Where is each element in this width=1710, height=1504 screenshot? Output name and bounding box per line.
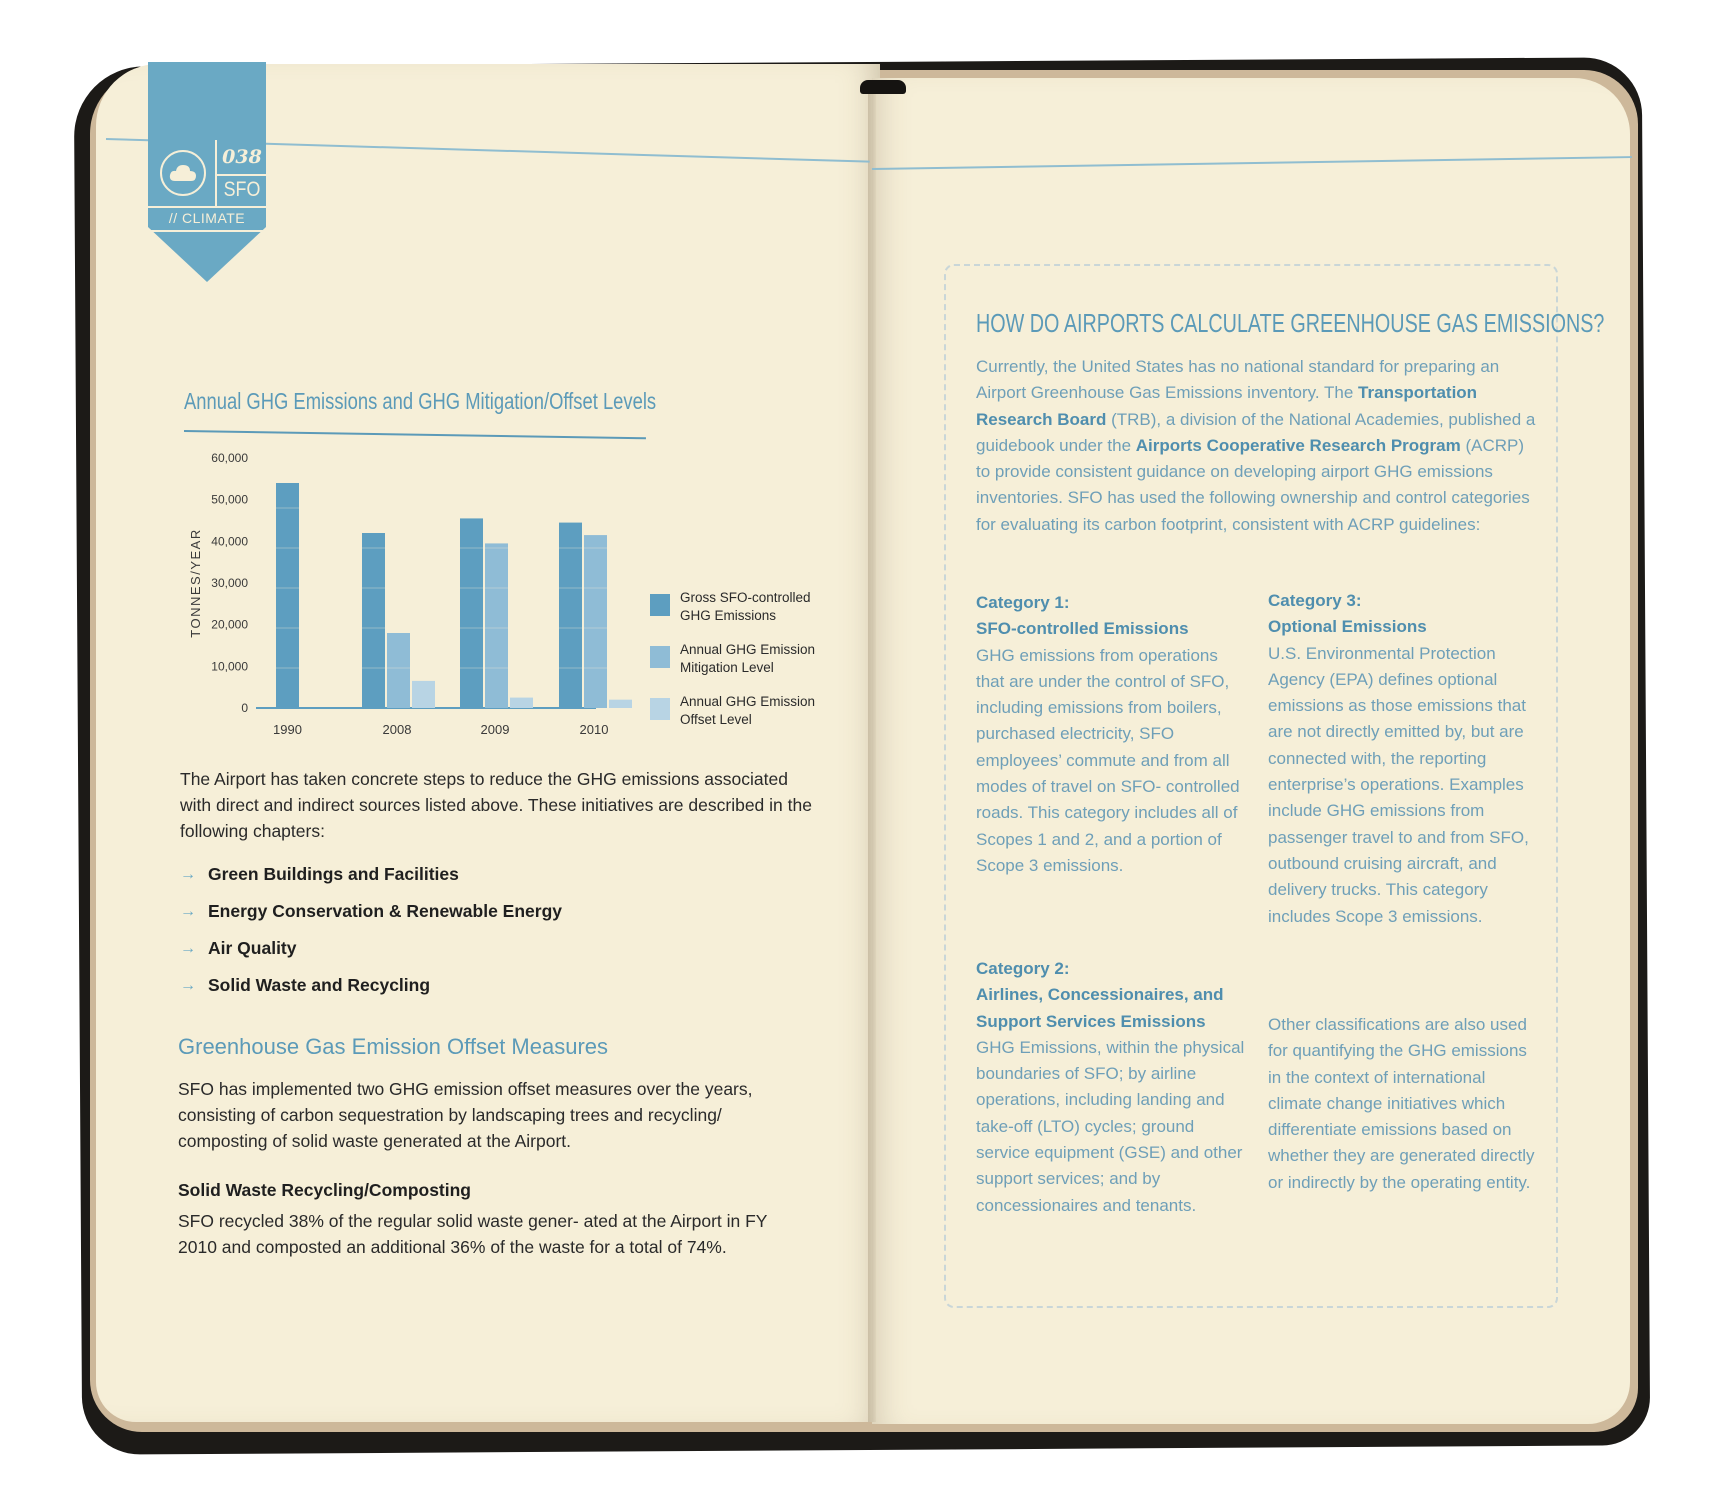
initiative-label: Solid Waste and Recycling — [208, 975, 431, 995]
category-2 — [976, 956, 1246, 1219]
arrow-right-icon: → — [180, 865, 196, 883]
legend-label: Mitigation Level — [680, 660, 774, 675]
intro-paragraph: The Airport has taken concrete steps to reduce the GHG emissions associated with direct and indirect sources listed above. These initiatives are described in the following chapters: — [180, 769, 812, 841]
x-tick-label: 2008 — [382, 722, 412, 737]
bar-2008-series-1 — [387, 633, 410, 708]
legend-swatch — [650, 698, 670, 720]
cloud-icon — [160, 150, 206, 196]
category-1-label: Category 1: — [976, 593, 1070, 612]
bar-2009-series-2 — [510, 698, 533, 708]
bar-1990-series-0 — [276, 483, 299, 708]
page-number: 038 — [222, 146, 262, 168]
list-item — [180, 967, 780, 1004]
tab-divider — [148, 230, 266, 232]
tab-divider — [148, 206, 266, 208]
y-tick-label: 20,000 — [211, 617, 248, 632]
bar-2010-series-1 — [584, 535, 607, 708]
category-1-body: GHG emissions from operations that are under the control of SFO, including emissions from boilers, purchased electricity, SFO employees’ commute and from all modes of travel on SFO- controlled roads. This category includes all of Scopes 1 and 2, and a portion of Scope 3 emissions. — [976, 645, 1240, 875]
bar-2008-series-0 — [362, 533, 385, 708]
arrow-right-icon: → — [180, 976, 196, 994]
chart-title: Annual GHG Emissions and GHG Mitigation/Offset Levels — [184, 388, 657, 414]
category-3-label: Category 3: — [1268, 591, 1362, 610]
category-1 — [976, 590, 1246, 879]
list-item — [180, 856, 780, 893]
initiatives-list — [180, 856, 780, 1004]
bar-2010-series-2 — [609, 700, 632, 708]
legend-swatch — [650, 594, 670, 616]
y-tick-label: 30,000 — [211, 576, 248, 590]
legend-label: Annual GHG Emission — [680, 642, 816, 657]
x-tick-label: 2010 — [579, 722, 609, 737]
bar-2009-series-1 — [485, 543, 508, 708]
page-gutter — [868, 82, 876, 1422]
category-3-body: U.S. Environmental Protection Agency (EPA) defines optional emissions as those emissions that are not directly emitted by, but are connected with, the reporting enterprise’s operations. Examples include GHG emissions from passenger travel to and from SFO, outbound cruising aircraft, and delivery trucks. This category includes Scope 3 emissions. — [1268, 643, 1529, 926]
offset-heading: Greenhouse Gas Emission Offset Measures — [178, 1034, 609, 1059]
other-classifications: Other classifications are also used for quantifying the GHG emissions in the context of international climate change initiatives which differentiate emissions based on whether they are generated directly or indirectly by the operating entity. — [1268, 1015, 1535, 1192]
category-2-body: GHG Emissions, within the physical boundaries of SFO; by airline operations, including landing and take-off (LTO) cycles; ground service equipment (GSE) and other support services; and by concessionaires and tenants. — [976, 1037, 1245, 1215]
arrow-right-icon: → — [180, 939, 196, 957]
arrow-right-icon: → — [180, 902, 196, 920]
acrp-name: Airports Cooperative Research Program — [1135, 435, 1461, 455]
trb-name: Transportation Research Board — [976, 383, 1478, 429]
section-label: // CLIMATE — [168, 210, 246, 226]
offset-paragraph: SFO has implemented two GHG emission offset measures over the years, consisting of carbon sequestration by landscaping trees and recycling/ composting of solid waste generated at the Airport. — [178, 1079, 753, 1151]
legend-label: GHG Emissions — [680, 608, 777, 623]
y-tick-label: 60,000 — [211, 451, 248, 465]
x-tick-label: 2009 — [480, 722, 510, 737]
legend-swatch — [650, 646, 670, 668]
category-3 — [1268, 588, 1538, 930]
list-item — [180, 893, 780, 930]
bar-2010-series-0 — [559, 523, 582, 708]
intro-text: (ACRP) to provide consistent guidance on developing airport GHG emissions inventories. SFO has used the following ownership and control categories for evaluating its carbon footprint, consistent with ACRP guidelines: — [976, 435, 1530, 534]
airport-code: SFO — [223, 178, 261, 201]
y-tick-label: 0 — [241, 701, 248, 715]
category-3-name: Optional Emissions — [1268, 617, 1427, 637]
x-tick-label: 1990 — [273, 722, 302, 737]
category-2-name: Airlines, Concessionaires, and Support Services Emissions — [976, 985, 1224, 1031]
waste-heading: Solid Waste Recycling/Composting — [178, 1180, 471, 1200]
list-item — [180, 930, 780, 967]
initiative-label: Air Quality — [208, 938, 297, 958]
intro-text: (TRB), a division of the National Academies, published a guidebook under the — [976, 409, 1536, 455]
elastic-band-clip — [860, 80, 906, 94]
tab-divider — [215, 174, 266, 176]
bar-2009-series-0 — [460, 518, 483, 708]
intro-text: Currently, the United States has no national standard for preparing an Airport Greenhouse Gas Emissions inventory. The — [976, 357, 1500, 403]
legend-label: Gross SFO-controlled — [680, 590, 811, 605]
initiative-label: Green Buildings and Facilities — [208, 864, 459, 884]
bar-2008-series-2 — [412, 681, 435, 708]
y-tick-label: 50,000 — [211, 492, 248, 507]
category-2-label: Category 2: — [976, 959, 1070, 978]
ghg-bar-chart — [176, 440, 836, 750]
legend-label: Offset Level — [680, 712, 752, 727]
y-axis-label: TONNES/YEAR — [188, 528, 203, 638]
category-1-name: SFO-controlled Emissions — [976, 619, 1189, 639]
y-tick-label: 10,000 — [211, 659, 248, 674]
box-intro-paragraph — [976, 354, 1536, 538]
y-tick-label: 40,000 — [211, 534, 248, 549]
legend-label: Annual GHG Emission — [680, 694, 816, 709]
box-title: HOW DO AIRPORTS CALCULATE GREENHOUSE GAS EMISSIONS? — [976, 308, 1605, 338]
initiative-label: Energy Conservation & Renewable Energy — [208, 901, 562, 921]
waste-paragraph: SFO recycled 38% of the regular solid waste gener- ated at the Airport in FY 2010 and composted an additional 36% of the waste for a total of 74%. — [178, 1211, 768, 1257]
